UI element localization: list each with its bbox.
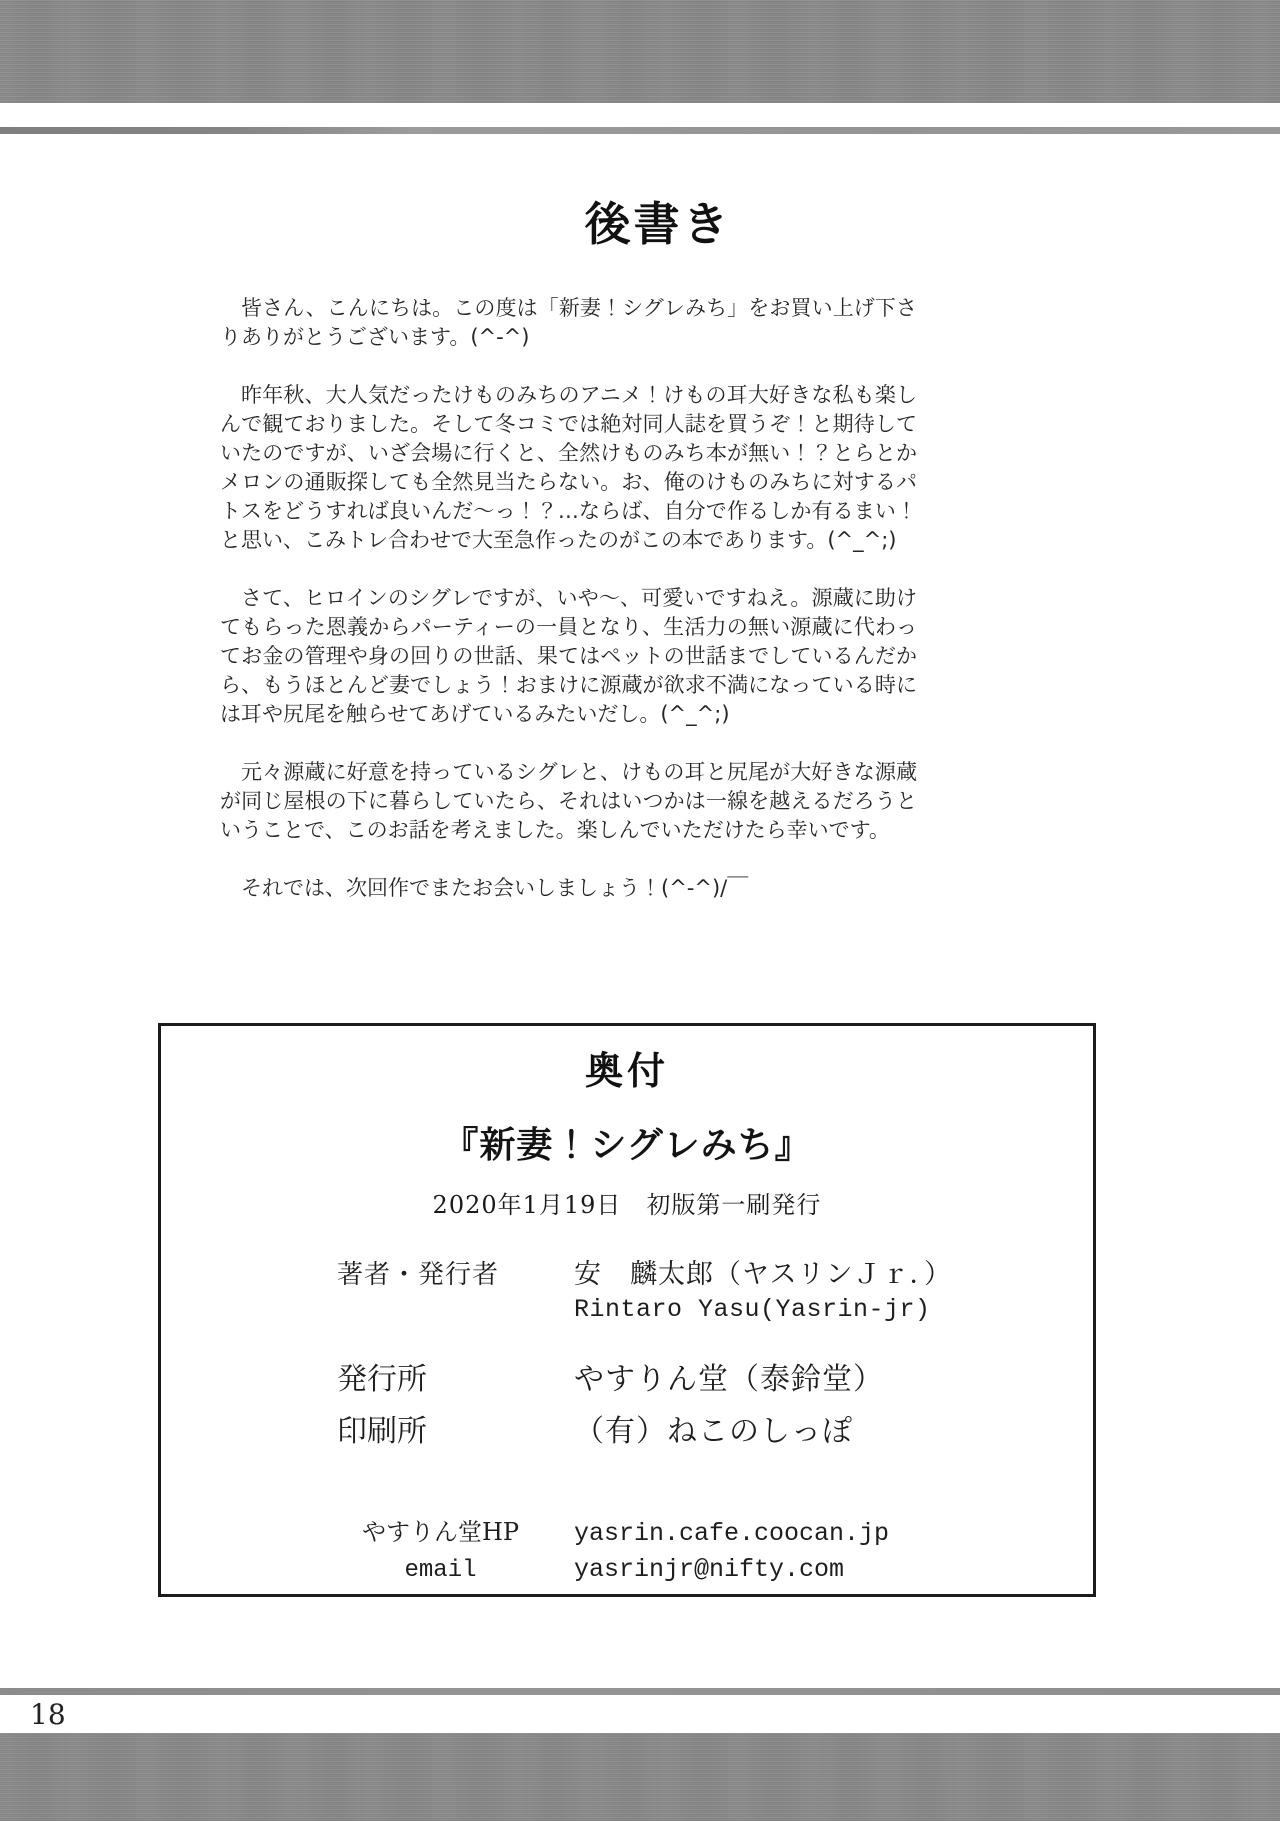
email-address: yasrinjr@nifty.com bbox=[574, 1555, 845, 1584]
colophon-row-homepage bbox=[161, 1512, 1093, 1548]
afterword-paragraph: さて、ヒロインのシグレですが、いや～、可愛いですねえ。源蔵に助けてもらった恩義からパーティーの一員となり、生活力の無い源蔵に代わってお金の管理や身の回りの世話、果てはペットの世話までしているんだから、もうほとんど妻でしょう！おまけに源蔵が欲求不満になっている時には耳や尻尾を触らせてあげているみたいだし。(^_^;) bbox=[220, 586, 917, 726]
colophon-row-printer bbox=[161, 1406, 1093, 1450]
page-edge-shadow-bottom bbox=[0, 1688, 1280, 1695]
publisher-name: やすりん堂（泰鈴堂） bbox=[574, 1362, 884, 1397]
colophon-box bbox=[158, 1023, 1096, 1597]
afterword-paragraph: それでは、次回作でまたお会いしましょう！(^-^)/￣ bbox=[241, 876, 749, 900]
colophon-row-author bbox=[161, 1252, 1093, 1291]
colophon-row-author-romaji bbox=[161, 1295, 1093, 1324]
colophon-edition-date: 2020年1月19日 初版第一刷発行 bbox=[432, 1191, 822, 1219]
author-name-romaji: Rintaro Yasu(Yasrin-jr) bbox=[574, 1295, 931, 1324]
printer-name: （有）ねこのしっぽ bbox=[574, 1414, 853, 1449]
homepage-label: やすりん堂HP bbox=[361, 1518, 520, 1546]
colophon-book-title: 『新妻！シグレみち』 bbox=[442, 1124, 812, 1166]
author-name: 安 麟太郎（ヤスリンＪｒ．） bbox=[574, 1259, 952, 1290]
bottom-scan-texture-band bbox=[0, 1733, 1280, 1821]
page-edge-shadow-top bbox=[0, 127, 1280, 134]
top-scan-texture-band bbox=[0, 0, 1280, 103]
afterword-paragraph: 昨年秋、大人気だったけものみちのアニメ！けもの耳大好きな私も楽しんで観ておりました。そして冬コミでは絶対同人誌を買うぞ！と期待していたのですが、いざ会場に行くと、全然けものみち本が無い！？とらとかメロンの通販探しても全然見当たらない。お、俺のけものみちに対するパトスをどうすれば良いんだ～っ！？…ならば、自分で作るしか有るまい！と思い、こみトレ合わせで大至急作ったのがこの本であります。(^_^;) bbox=[220, 383, 917, 552]
author-label: 著者・発行者 bbox=[337, 1260, 500, 1290]
colophon-row-email bbox=[161, 1555, 1093, 1584]
afterword-paragraph: 皆さん、こんにちは。この度は「新妻！シグレみち」をお買い上げ下さりありがとうございます。(^-^) bbox=[220, 296, 917, 349]
colophon-title: 奥付 bbox=[584, 1049, 669, 1093]
afterword-paragraph: 元々源蔵に好意を持っているシグレと、けもの耳と尻尾が大好きな源蔵が同じ屋根の下に暮らしていたら、それはいつかは一線を越えるだろうということで、このお話を考えました。楽しんでいただけたら幸いです。 bbox=[220, 760, 917, 842]
homepage-url: yasrin.cafe.coocan.jp bbox=[574, 1519, 890, 1548]
colophon-row-publisher bbox=[161, 1354, 1093, 1398]
page-number: 18 bbox=[30, 1698, 66, 1731]
publisher-label: 発行所 bbox=[337, 1362, 427, 1397]
printer-label: 印刷所 bbox=[337, 1414, 427, 1449]
afterword-body bbox=[220, 294, 917, 903]
email-label: email bbox=[404, 1557, 477, 1584]
afterword-title: 後書き bbox=[584, 197, 732, 251]
